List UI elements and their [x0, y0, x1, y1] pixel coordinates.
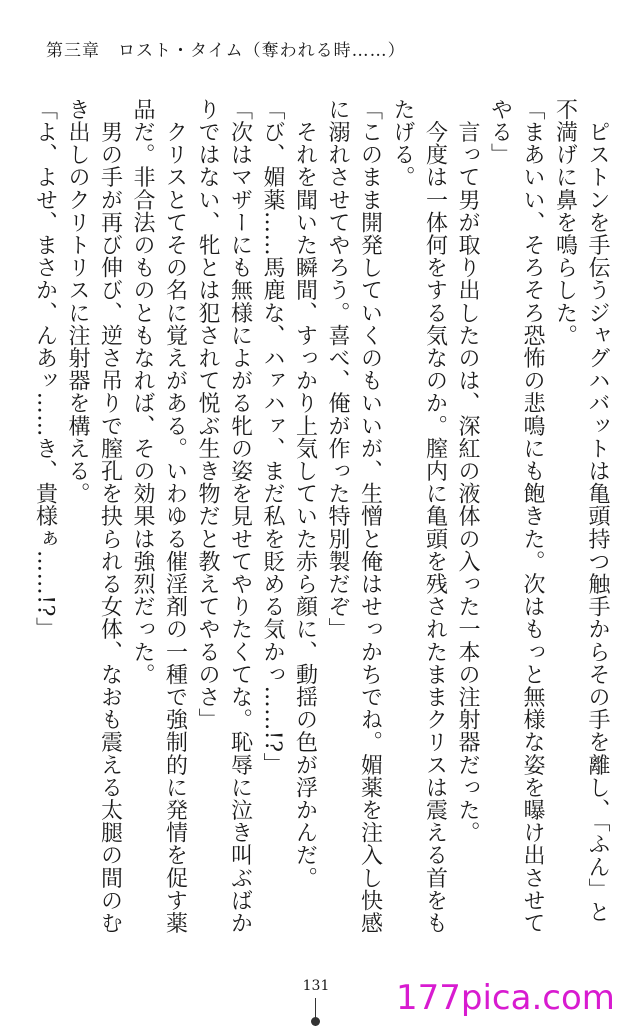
paragraph: それを聞いた瞬間、すっかり上気していた赤ら顔に、動揺の色が浮かんだ。: [292, 98, 318, 889]
paragraph: 男の手が再び伸び、逆さ吊りで膣孔を抉られる女体、なおも震える太腿の間のむき出しのクリトリスに注射器を構える。: [65, 98, 123, 935]
paragraph: 言って男が取り出したのは、深紅の液体の入った一本の注射器だった。: [455, 98, 480, 844]
paragraph: ピストンを手伝うジャグハバットは亀頭持つ触手からその手を離し、「ふん」と不満げに鼻を鳴らした。: [552, 98, 610, 924]
footer-dot-icon: [311, 1017, 320, 1026]
paragraph: 「まあいい、そろそろ恐怖の悲鳴にも飽きた。次はもっと無様な姿を曝け出させてやる」: [487, 98, 545, 935]
vertical-body-text: [32, 98, 613, 940]
paragraph: 「び、媚薬……馬鹿な、ハァハァ、まだ私を貶める気かっ……!?」: [260, 98, 285, 776]
paragraph: 今度は一体何をする気なのか。膣内に亀頭を残されたままクリスは震える首をもたげる。: [390, 98, 448, 935]
paragraph: 「よ、よせ、まさか、んあッ……き、貴様ぁ……!?」: [32, 98, 58, 640]
page-number: 131: [302, 978, 330, 994]
paragraph: 「このまま開発していくのもいいが、生憎と俺はせっかちでね。媚薬を注入し快感に溺れさせてやろう。喜べ、俺が作った特別製だぞ」: [325, 98, 383, 935]
chapter-header: 第三章 ロスト・タイム（奪われる時……）: [46, 41, 406, 61]
paragraph: 「次はマザーにも無様によがる牝の姿を見せてやりたくてな。恥辱に泣き叫ぶばかりではない、牝とは犯されて悦ぶ生き物だと教えてやるのさ」: [195, 98, 253, 935]
watermark: 177pica.com: [396, 978, 615, 1018]
paragraph: クリスとてその名に覚えがある。いわゆる催淫剤の一種で強制的に発情を促す薬品だ。非合法のものともなれば、その効果は強烈だった。: [130, 98, 188, 935]
